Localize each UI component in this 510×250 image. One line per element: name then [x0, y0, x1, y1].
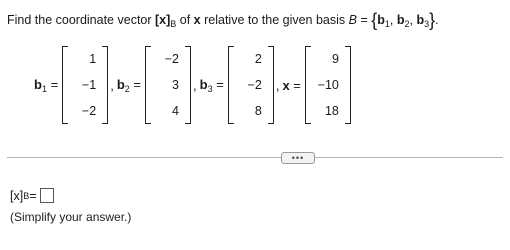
vector-entry: −1	[81, 78, 97, 92]
vector-entry: −10	[317, 78, 339, 92]
vector-entry: 2	[254, 52, 262, 66]
vector-label-x	[282, 78, 300, 93]
question-prompt	[7, 10, 439, 31]
column-vector-b1	[62, 46, 108, 124]
vector-label-b2	[117, 77, 141, 94]
vector-entry: 1	[89, 52, 97, 66]
prompt-b3-sub: 3	[424, 19, 430, 29]
prompt-vector: [x]	[155, 13, 171, 27]
prompt-text: Find the coordinate vector	[7, 13, 155, 27]
prompt-text-after: relative to the given basis	[200, 13, 349, 27]
prompt-close-brace: }	[429, 10, 436, 30]
prompt-b2: b	[396, 13, 405, 27]
answer-input-box[interactable]	[40, 188, 54, 203]
prompt-basis-name: B	[348, 13, 357, 27]
right-bracket	[268, 46, 274, 124]
equals-sign: =	[212, 76, 224, 92]
answer-row	[10, 188, 54, 203]
prompt-b3: b	[416, 13, 425, 27]
vector-letter: b	[34, 76, 42, 92]
prompt-sep2: ,	[409, 13, 417, 27]
prompt-equals: =	[356, 13, 372, 27]
vector-sub: 3	[207, 83, 213, 94]
prompt-b1: b	[377, 13, 385, 27]
vector-entry: −2	[81, 104, 97, 118]
prompt-b1-sub: 1	[384, 19, 390, 29]
vector-sub: 1	[41, 83, 47, 94]
prompt-sep1: ,	[389, 13, 397, 27]
separator-comma: ,	[193, 77, 197, 93]
separator-comma: ,	[110, 77, 114, 93]
prompt-open-brace: {	[371, 10, 378, 30]
vector-entry: 18	[324, 104, 339, 118]
equals-sign: =	[289, 77, 301, 93]
right-bracket	[345, 46, 351, 124]
expand-more-button[interactable]: •••	[281, 152, 315, 164]
prompt-x: x	[193, 13, 201, 27]
vector-letter: x	[282, 77, 290, 93]
vector-label-b1	[34, 77, 58, 94]
answer-label-sub: B	[23, 190, 30, 201]
vector-entry: 4	[172, 104, 179, 118]
right-bracket	[185, 46, 191, 124]
vector-entry: 8	[254, 104, 262, 118]
right-bracket	[102, 46, 108, 124]
answer-label: [x]	[10, 188, 24, 203]
simplify-hint: (Simplify your answer.)	[10, 210, 132, 224]
vector-entry: 3	[172, 78, 179, 92]
prompt-vector-sub: B	[170, 19, 177, 29]
prompt-b2-sub: 2	[404, 19, 410, 29]
vector-entry: −2	[164, 52, 179, 66]
column-vector-x	[305, 46, 351, 124]
vector-entry: 9	[331, 52, 339, 66]
answer-equals: =	[29, 188, 37, 203]
column-vector-b2	[145, 46, 191, 124]
equals-sign: =	[46, 76, 59, 92]
vector-equations	[34, 42, 351, 128]
vector-letter: b	[116, 76, 125, 92]
vector-letter: b	[199, 76, 208, 92]
separator-comma: ,	[275, 77, 280, 93]
prompt-text-mid: of	[176, 13, 194, 27]
column-vector-b3	[228, 46, 274, 124]
section-divider	[7, 157, 503, 158]
vector-sub: 2	[124, 83, 130, 94]
equals-sign: =	[129, 76, 141, 92]
vector-entry: −2	[247, 78, 262, 92]
prompt-period: .	[435, 13, 439, 27]
vector-label-b3	[200, 77, 224, 94]
